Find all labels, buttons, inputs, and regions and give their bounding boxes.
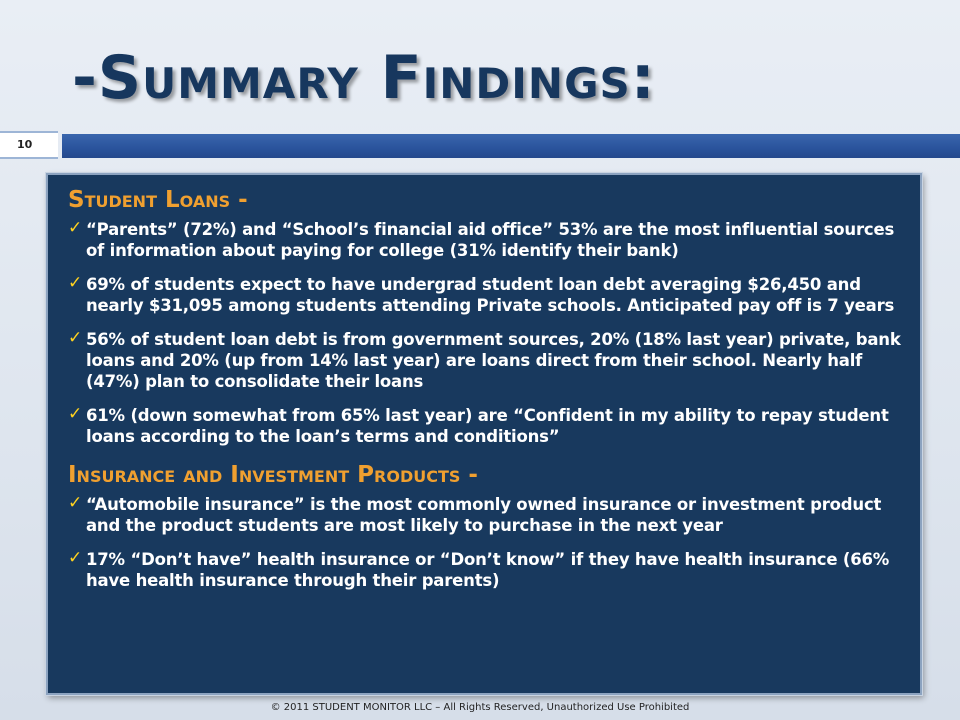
section-heading-insurance: Insurance and Investment Products - <box>68 462 478 488</box>
checkmark-icon: ✓ <box>68 493 83 513</box>
title-rule <box>0 131 960 159</box>
list-item <box>68 549 906 591</box>
slide-title: -Summary Findings: <box>72 43 656 113</box>
checkmark-icon: ✓ <box>68 273 83 293</box>
checkmark-icon: ✓ <box>68 218 83 238</box>
bullet-text: “Parents” (72%) and “School’s financial aid office” 53% are the most influential sources of information about paying for college (31% identify their bank) <box>86 220 895 260</box>
slide-number-box <box>0 131 58 159</box>
slide-number: 10 <box>17 138 33 151</box>
list-item <box>68 329 906 392</box>
bullet-text: 69% of students expect to have undergrad student loan debt averaging $26,450 and nearly $31,095 among students attending Private schools. Anticipated pay off is 7 years <box>86 275 895 315</box>
bullet-text: “Automobile insurance” is the most commonly owned insurance or investment product and the product students are most likely to purchase in the next year <box>86 495 882 535</box>
content-panel <box>46 173 922 695</box>
section-heading-student-loans: Student Loans - <box>68 187 248 213</box>
checkmark-icon: ✓ <box>68 404 83 424</box>
copyright-footer: © 2011 STUDENT MONITOR LLC – All Rights Reserved, Unauthorized Use Prohibited <box>270 702 690 713</box>
bullet-text: 61% (down somewhat from 65% last year) are “Confident in my ability to repay student loans according to the loan’s terms and conditions” <box>86 406 889 446</box>
student-loans-list <box>68 219 906 447</box>
checkmark-icon: ✓ <box>68 328 83 348</box>
list-item <box>68 219 906 261</box>
checkmark-icon: ✓ <box>68 548 83 568</box>
list-item <box>68 405 906 447</box>
list-item <box>68 494 906 536</box>
bullet-text: 56% of student loan debt is from government sources, 20% (18% last year) private, bank loans and 20% (up from 14% last year) are loans direct from their school. Nearly half (47%) plan to consolidate their loans <box>86 330 901 391</box>
title-accent-bar <box>62 134 960 158</box>
list-item <box>68 274 906 316</box>
bullet-text: 17% “Don’t have” health insurance or “Don’t know” if they have health insurance (66% have health insurance through their parents) <box>86 550 890 590</box>
insurance-list <box>68 494 906 591</box>
